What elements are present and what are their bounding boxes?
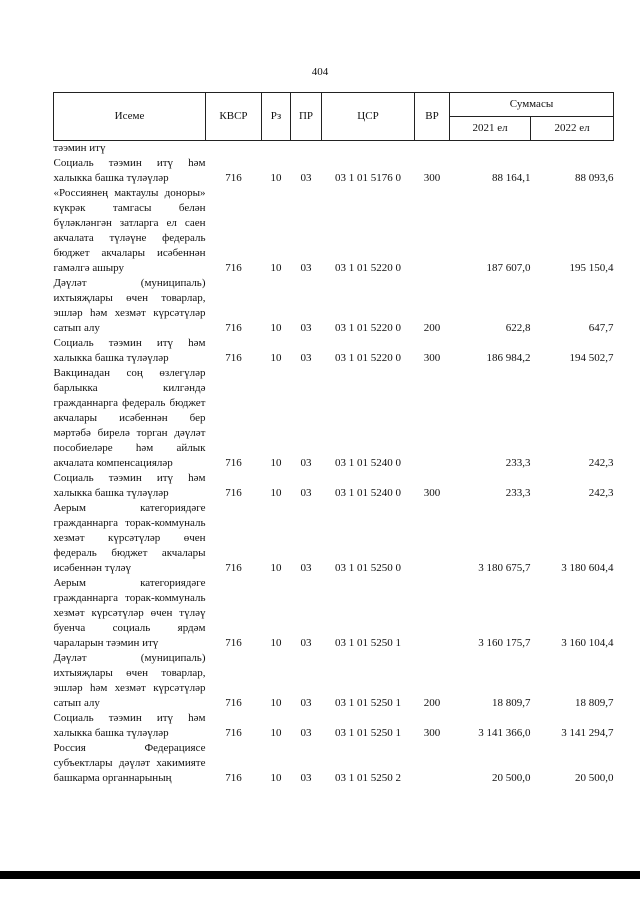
cell-csr bbox=[322, 141, 415, 157]
table-row bbox=[54, 471, 614, 501]
cell-rz: 10 bbox=[270, 562, 282, 574]
cell-kvsr: 716 bbox=[225, 322, 242, 334]
cell-csr: 03 1 01 5220 0 bbox=[335, 352, 401, 364]
table-row bbox=[54, 186, 614, 276]
cell-csr: 03 1 01 5240 0 bbox=[335, 487, 401, 499]
cell-2022: 18 809,7 bbox=[575, 697, 614, 709]
cell-name: Дәүләт (муниципаль) ихтыяҗлары өчен товарлар, эшләр һәм хезмәт күрсәтүләр сатып алу bbox=[53, 277, 206, 334]
cell-2021: 3 180 675,7 bbox=[478, 562, 531, 574]
cell-rz: 10 bbox=[270, 727, 282, 739]
cell-vr bbox=[415, 741, 450, 786]
cell-2022: 194 502,7 bbox=[569, 352, 614, 364]
cell-rz: 10 bbox=[270, 487, 282, 499]
cell-2022: 3 180 604,4 bbox=[561, 562, 614, 574]
table-row bbox=[54, 141, 614, 157]
cell-rz: 10 bbox=[270, 352, 282, 364]
cell-name: Социаль тәэмин итү һәм халыкка башка түләүләр bbox=[53, 157, 206, 184]
cell-vr bbox=[415, 501, 450, 576]
cell-name: Вакцинадан соң өзлегүләр барлыкка килгәндә гражданнарга федераль бюджет акчалары исәбеннән бер мәртәбә бирелә торган дәүләт пособиеләре һәм айлык акчалата компенсацияләр bbox=[53, 367, 206, 469]
cell-vr: 300 bbox=[423, 352, 441, 364]
cell-kvsr: 716 bbox=[225, 697, 242, 709]
cell-name: Социаль тәэмин итү һәм халыкка башка түләүләр bbox=[53, 712, 206, 739]
cell-csr: 03 1 01 5250 0 bbox=[335, 562, 401, 574]
cell-rz bbox=[262, 141, 291, 157]
cell-rz: 10 bbox=[270, 322, 282, 334]
cell-kvsr: 716 bbox=[225, 487, 242, 499]
cell-rz: 10 bbox=[270, 772, 282, 784]
header-pr: ПР bbox=[291, 93, 322, 141]
cell-vr: 300 bbox=[423, 172, 441, 184]
cell-vr: 200 bbox=[423, 697, 441, 709]
header-year-2021: 2021 ел bbox=[450, 117, 531, 141]
cell-csr: 03 1 01 5250 2 bbox=[335, 772, 401, 784]
cell-kvsr: 716 bbox=[225, 727, 242, 739]
cell-csr: 03 1 01 5250 1 bbox=[335, 697, 401, 709]
cell-2021: 233,3 bbox=[505, 487, 531, 499]
cell-csr: 03 1 01 5220 0 bbox=[335, 322, 401, 334]
cell-name: тәэмин итү bbox=[53, 142, 106, 154]
table-row bbox=[54, 711, 614, 741]
table-row bbox=[54, 651, 614, 711]
cell-kvsr: 716 bbox=[225, 262, 242, 274]
cell-vr bbox=[415, 141, 450, 157]
cell-pr: 03 bbox=[300, 352, 312, 364]
cell-name: Социаль тәэмин итү һәм халыкка башка түләүләр bbox=[53, 472, 206, 499]
table-row bbox=[54, 336, 614, 366]
cell-name: Россия Федерациясе субъектлары дәүләт хакимияте башкарма органнарының bbox=[53, 742, 206, 784]
table-header bbox=[54, 93, 614, 141]
header-kvsr: КВСР bbox=[206, 93, 262, 141]
cell-2021: 233,3 bbox=[505, 457, 531, 469]
cell-pr: 03 bbox=[300, 637, 312, 649]
cell-name: Социаль тәэмин итү һәм халыкка башка түләүләр bbox=[53, 337, 206, 364]
cell-pr: 03 bbox=[300, 727, 312, 739]
cell-name: «Россиянең мактаулы доноры» күкрәк тамгасы белән бүләкләнгән затларга ел саен акчалата түләүне федераль бюджет акчалары исәбеннән гамәлгә ашыру bbox=[53, 187, 206, 274]
page-number: 404 bbox=[311, 66, 329, 78]
cell-kvsr: 716 bbox=[225, 562, 242, 574]
cell-name: Дәүләт (муниципаль) ихтыяҗлары өчен товарлар, эшләр һәм хезмәт күрсәтүләр сатып алу bbox=[53, 652, 206, 709]
cell-2022: 195 150,4 bbox=[569, 262, 614, 274]
cell-2021: 88 164,1 bbox=[492, 172, 531, 184]
cell-pr: 03 bbox=[300, 487, 312, 499]
cell-vr bbox=[415, 366, 450, 471]
cell-pr bbox=[291, 141, 322, 157]
cell-rz: 10 bbox=[270, 262, 282, 274]
table-row bbox=[54, 366, 614, 471]
cell-2022: 88 093,6 bbox=[575, 172, 614, 184]
cell-2022: 20 500,0 bbox=[575, 772, 614, 784]
cell-2022: 647,7 bbox=[588, 322, 614, 334]
cell-2021 bbox=[450, 141, 531, 157]
cell-kvsr: 716 bbox=[225, 352, 242, 364]
cell-2021: 3 160 175,7 bbox=[478, 637, 531, 649]
cell-pr: 03 bbox=[300, 172, 312, 184]
header-year-2022: 2022 ел bbox=[531, 117, 614, 141]
table-row bbox=[54, 741, 614, 786]
header-rz: Рз bbox=[262, 93, 291, 141]
cell-2022 bbox=[531, 141, 614, 157]
cell-pr: 03 bbox=[300, 457, 312, 469]
cell-kvsr: 716 bbox=[225, 772, 242, 784]
header-vr: ВР bbox=[415, 93, 450, 141]
cell-name: Аерым категориядәге гражданнарга торак-коммуналь хезмәт күрсәтүләр өчен түләү буенча социаль ярдәм чараларын тәэмин итү bbox=[53, 577, 206, 649]
cell-pr: 03 bbox=[300, 322, 312, 334]
cell-pr: 03 bbox=[300, 697, 312, 709]
cell-2022: 3 141 294,7 bbox=[561, 727, 614, 739]
cell-csr: 03 1 01 5240 0 bbox=[335, 457, 401, 469]
table-row bbox=[54, 576, 614, 651]
cell-pr: 03 bbox=[300, 262, 312, 274]
cell-rz: 10 bbox=[270, 457, 282, 469]
cell-2021: 186 984,2 bbox=[486, 352, 531, 364]
cell-vr: 300 bbox=[423, 727, 441, 739]
cell-pr: 03 bbox=[300, 562, 312, 574]
table-body bbox=[54, 141, 614, 787]
cell-2022: 3 160 104,4 bbox=[561, 637, 614, 649]
header-csr: ЦСР bbox=[322, 93, 415, 141]
cell-2021: 622,8 bbox=[505, 322, 531, 334]
cell-rz: 10 bbox=[270, 172, 282, 184]
cell-2021: 187 607,0 bbox=[486, 262, 531, 274]
cell-csr: 03 1 01 5250 1 bbox=[335, 727, 401, 739]
cell-kvsr: 716 bbox=[225, 637, 242, 649]
scan-edge-bar bbox=[0, 871, 640, 879]
budget-table bbox=[53, 92, 614, 786]
header-name: Исеме bbox=[54, 93, 206, 141]
cell-vr: 200 bbox=[423, 322, 441, 334]
cell-kvsr: 716 bbox=[225, 457, 242, 469]
cell-2021: 3 141 366,0 bbox=[478, 727, 531, 739]
cell-vr: 300 bbox=[423, 487, 441, 499]
cell-2022: 242,3 bbox=[588, 457, 614, 469]
cell-pr: 03 bbox=[300, 772, 312, 784]
cell-2021: 18 809,7 bbox=[492, 697, 531, 709]
table-row bbox=[54, 276, 614, 336]
cell-csr: 03 1 01 5220 0 bbox=[335, 262, 401, 274]
table-row bbox=[54, 156, 614, 186]
header-sums: Суммасы bbox=[450, 93, 614, 117]
cell-vr bbox=[415, 186, 450, 276]
table-row bbox=[54, 501, 614, 576]
cell-name: Аерым категориядәге гражданнарга торак-коммуналь хезмәт күрсәтүләр өчен федераль бюджет акчалары исәбеннән түләү bbox=[53, 502, 206, 574]
cell-2022: 242,3 bbox=[588, 487, 614, 499]
cell-rz: 10 bbox=[270, 637, 282, 649]
cell-kvsr: 716 bbox=[225, 172, 242, 184]
cell-2021: 20 500,0 bbox=[492, 772, 531, 784]
cell-vr bbox=[415, 576, 450, 651]
cell-csr: 03 1 01 5176 0 bbox=[335, 172, 401, 184]
cell-rz: 10 bbox=[270, 697, 282, 709]
cell-csr: 03 1 01 5250 1 bbox=[335, 637, 401, 649]
cell-kvsr bbox=[206, 141, 262, 157]
